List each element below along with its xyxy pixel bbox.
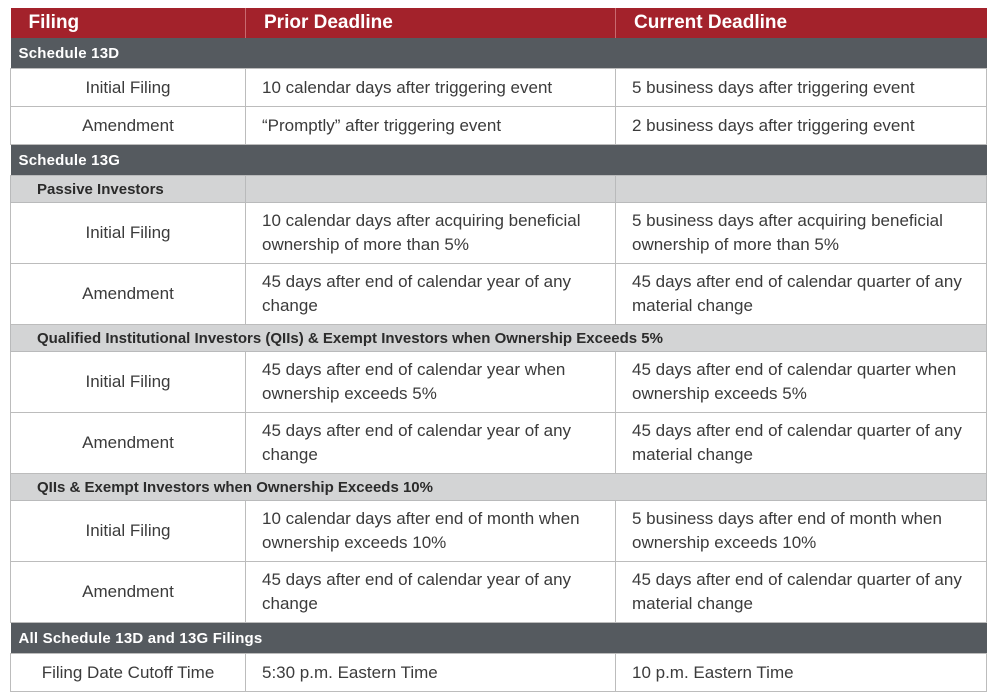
current-deadline-cell: 5 business days after end of month when ownership exceeds 10% (616, 501, 987, 562)
prior-deadline-cell: 10 calendar days after acquiring beneficial ownership of more than 5% (246, 203, 616, 264)
subsection-title: Passive Investors (11, 176, 246, 203)
row-label: Amendment (11, 562, 246, 623)
section-title: Schedule 13D (11, 38, 987, 69)
header-filing: Filing (11, 8, 246, 38)
prior-deadline-cell: 45 days after end of calendar year of any change (246, 413, 616, 474)
table-row (11, 264, 987, 325)
prior-deadline-cell: “Promptly” after triggering event (246, 107, 616, 145)
subsection-title: Qualified Institutional Investors (QIIs) & Exempt Investors when Ownership Exceeds 5% (11, 325, 987, 352)
table-row (11, 203, 987, 264)
deadline-table-container (10, 8, 986, 692)
section-schedule-13g (11, 145, 987, 176)
subsection-qii-10-percent (11, 474, 987, 501)
row-label: Initial Filing (11, 69, 246, 107)
prior-deadline-cell: 10 calendar days after triggering event (246, 69, 616, 107)
subsection-qii-5-percent (11, 325, 987, 352)
deadline-table (10, 8, 987, 692)
table-row (11, 654, 987, 692)
row-label: Amendment (11, 413, 246, 474)
current-deadline-cell: 5 business days after acquiring beneficial ownership of more than 5% (616, 203, 987, 264)
prior-deadline-cell: 45 days after end of calendar year of any change (246, 264, 616, 325)
row-label: Initial Filing (11, 352, 246, 413)
prior-deadline-cell: 45 days after end of calendar year of any change (246, 562, 616, 623)
table-row (11, 413, 987, 474)
current-deadline-cell: 45 days after end of calendar quarter when ownership exceeds 5% (616, 352, 987, 413)
section-all-filings (11, 623, 987, 654)
subsection-empty-cell (616, 176, 987, 203)
current-deadline-cell: 10 p.m. Eastern Time (616, 654, 987, 692)
current-deadline-cell: 5 business days after triggering event (616, 69, 987, 107)
row-label: Amendment (11, 264, 246, 325)
section-title: Schedule 13G (11, 145, 987, 176)
prior-deadline-cell: 45 days after end of calendar year when ownership exceeds 5% (246, 352, 616, 413)
header-current-deadline: Current Deadline (616, 8, 987, 38)
table-row (11, 107, 987, 145)
subsection-passive-investors (11, 176, 987, 203)
table-row (11, 352, 987, 413)
current-deadline-cell: 45 days after end of calendar quarter of any material change (616, 413, 987, 474)
row-label: Initial Filing (11, 203, 246, 264)
table-row (11, 501, 987, 562)
row-label: Initial Filing (11, 501, 246, 562)
current-deadline-cell: 45 days after end of calendar quarter of any material change (616, 264, 987, 325)
subsection-title: QIIs & Exempt Investors when Ownership Exceeds 10% (11, 474, 987, 501)
section-schedule-13d (11, 38, 987, 69)
subsection-empty-cell (246, 176, 616, 203)
table-row (11, 562, 987, 623)
table-header (11, 8, 987, 38)
current-deadline-cell: 2 business days after triggering event (616, 107, 987, 145)
header-prior-deadline: Prior Deadline (246, 8, 616, 38)
section-title: All Schedule 13D and 13G Filings (11, 623, 987, 654)
current-deadline-cell: 45 days after end of calendar quarter of any material change (616, 562, 987, 623)
prior-deadline-cell: 10 calendar days after end of month when ownership exceeds 10% (246, 501, 616, 562)
prior-deadline-cell: 5:30 p.m. Eastern Time (246, 654, 616, 692)
row-label: Amendment (11, 107, 246, 145)
row-label: Filing Date Cutoff Time (11, 654, 246, 692)
table-row (11, 69, 987, 107)
